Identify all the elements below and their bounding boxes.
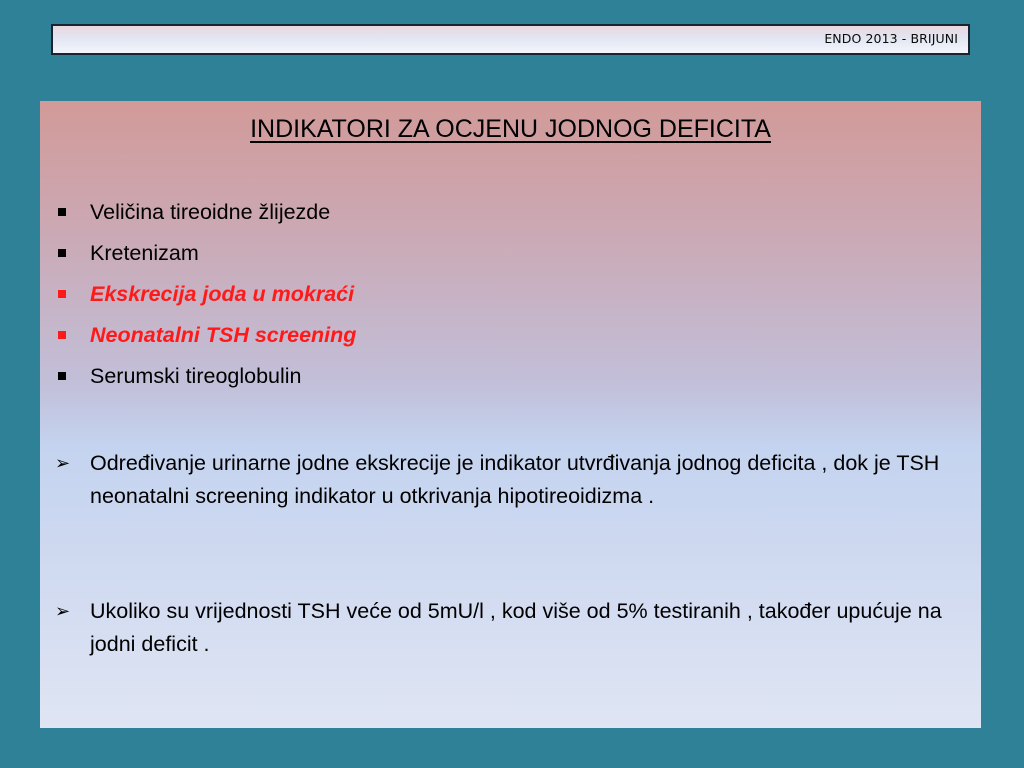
arrow-bullet-icon: ➢ [55,453,71,474]
bullet-text: Kretenizam [90,241,199,265]
arrow-point-text: Određivanje urinarne jodne ekskrecije je indikator utvrđivanja jodnog deficita , dok je TSH neonatalni screening indikator u otkrivanja hipotireoidizma . [90,451,940,508]
square-bullet-icon [58,290,66,298]
arrow-bullet-icon: ➢ [55,601,71,622]
bullet-text: Veličina tireoidne žlijezde [90,200,331,224]
header-bar [51,24,970,55]
square-bullet-icon [58,331,66,339]
bullet-text: Ekskrecija joda u mokraći [90,282,355,306]
square-bullet-icon [58,372,66,380]
slide-content [40,101,981,728]
arrow-point-text: Ukoliko su vrijednosti TSH veće od 5mU/l , kod više od 5% testiranih , također upućuje na jodni deficit . [90,599,942,656]
square-bullet-icon [58,208,66,216]
bullet-text: Neonatalni TSH screening [90,323,357,347]
header-label: ENDO 2013 - BRIJUNI [824,31,958,46]
square-bullet-icon [58,249,66,257]
slide-title: INDIKATORI ZA OCJENU JODNOG DEFICITA [250,115,771,143]
bullet-text: Serumski tireoglobulin [90,364,302,388]
